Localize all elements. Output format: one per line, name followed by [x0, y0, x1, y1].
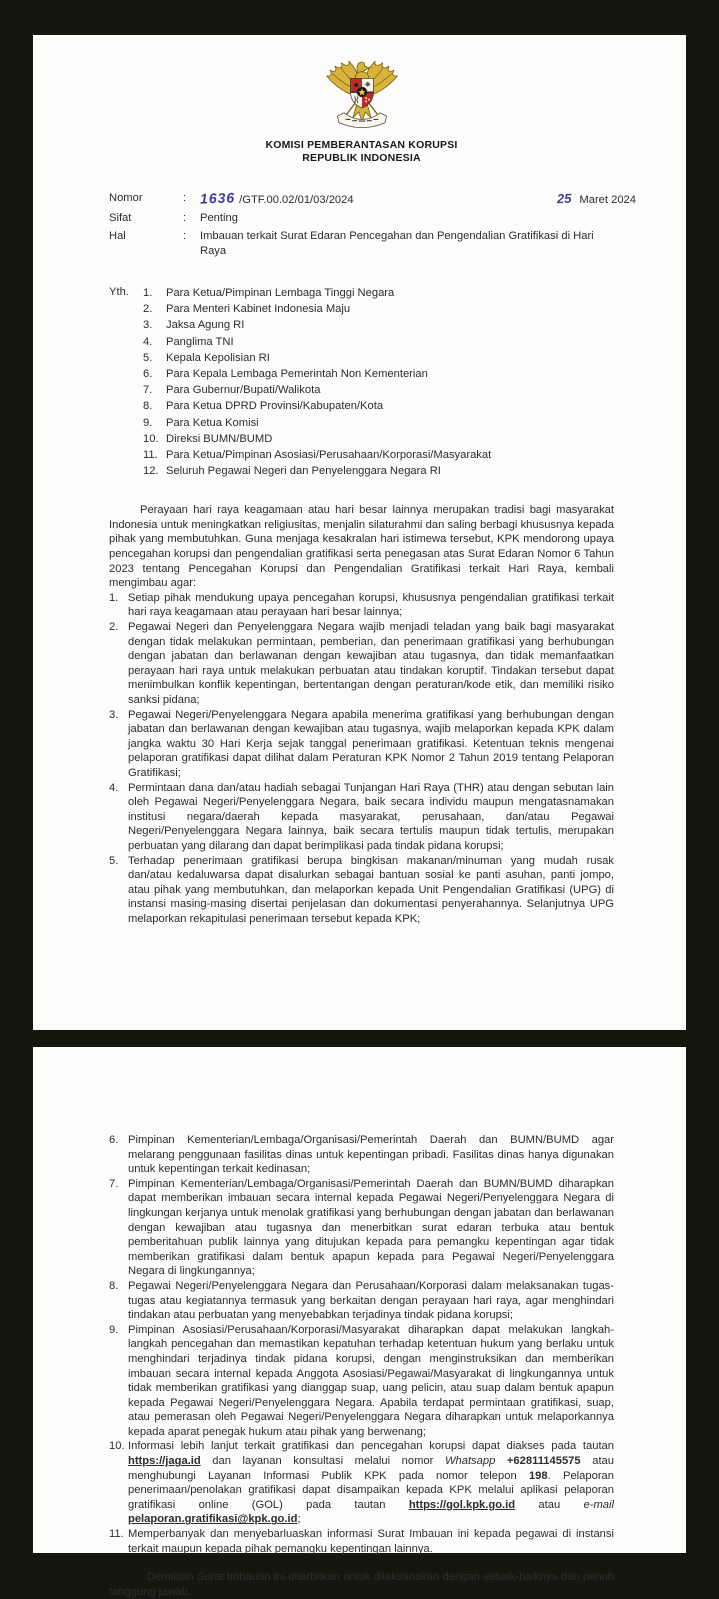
- recipient-item: [143, 383, 614, 399]
- letter-page-1: [33, 35, 686, 1030]
- list-item: [109, 854, 614, 927]
- list-item-text: Pegawai Negeri dan Penyelenggara Negara wajib menjadi teladan yang baik bagi masyarakat dengan tidak melakukan permintaan, pemberian, dan penerimaan gratifikasi yang berhubungan dengan jabatan dan berlawanan dengan kewajiban atau tugasnya, dan tidak memanfaatkan perayaan hari raya untuk melakukan perbuatan atau tindakan koruptif. Tindakan tersebut dapat menimbulkan konflik kepentingan, bertentangan dengan peraturan/kode etik, dan memiliki risiko sanksi pidana;: [128, 621, 614, 706]
- recipient-item: [143, 302, 614, 318]
- recipient-text: Direksi BUMN/BUMD: [166, 432, 273, 445]
- recipient-text: Kepala Kepolisian RI: [166, 351, 270, 364]
- date-day-handwritten: 25: [556, 190, 572, 207]
- list-item-number: 1.: [109, 591, 119, 604]
- recipient-item: [143, 318, 614, 334]
- list-item: [109, 781, 614, 854]
- list-item-number: 9.: [109, 1323, 119, 1336]
- meta-row-sifat: [109, 211, 614, 226]
- sifat-colon: :: [183, 212, 187, 224]
- recipient-text: Jaksa Agung RI: [166, 319, 245, 332]
- list-item-text: Pegawai Negeri/Penyelenggara Negara apabila menerima gratifikasi yang berhubungan dengan jabatan dan berlawanan dengan kewajiban atau tugasnya, wajib melaporkan kepada KPK dalam jangka waktu 30 Hari Kerja sejak tanggal penerimaan gratifikasi. Ketentuan teknis mengenai pelaporan gratifikasi dapat dilihat dalam Peraturan KPK Nomor 2 Tahun 2019 tentang Pelaporan Gratifikasi;: [128, 708, 614, 779]
- list-item-number: 6.: [109, 1134, 119, 1146]
- recipient-item: [143, 416, 614, 432]
- recipient-text: Para Ketua Komisi: [166, 416, 259, 429]
- recipients-block: [109, 286, 614, 480]
- letter-page-2: [33, 1047, 686, 1598]
- recipient-item: [143, 351, 614, 367]
- recipient-text: Para Menteri Kabinet Indonesia Maju: [166, 303, 351, 316]
- nomor-colon: :: [183, 192, 187, 204]
- recipient-text: Para Ketua DPRD Provinsi/Kabupaten/Kota: [166, 400, 384, 413]
- recipient-number: 1.: [143, 287, 153, 299]
- list-item-text: Memperbanyak dan menyebarluaskan informasi Surat Imbauan ini kepada pegawai di instansi terkait maupun kepada pihak pemangku kepentingan lainnya.: [128, 1528, 614, 1555]
- recipient-text: Seluruh Pegawai Negeri dan Penyelenggara Negara RI: [166, 465, 441, 478]
- recipient-number: 4.: [143, 335, 153, 348]
- list-item: [109, 1323, 614, 1440]
- nomor-label: Nomor: [109, 192, 143, 204]
- recipient-item: [143, 399, 614, 415]
- recipient-item: [143, 286, 614, 302]
- recipient-text: Para Ketua/Pimpinan Lembaga Tinggi Negara: [166, 287, 395, 299]
- hal-value: Imbauan terkait Surat Edaran Pencegahan dan Pengendalian Gratifikasi di Hari Raya: [200, 230, 594, 257]
- list-item: [109, 1439, 614, 1527]
- garuda-pancasila-emblem: [321, 57, 403, 131]
- list-item: [109, 708, 614, 781]
- list-item-number: 10.: [109, 1440, 125, 1453]
- sifat-label: Sifat: [109, 212, 132, 224]
- org-name-line2: REPUBLIK INDONESIA: [302, 152, 421, 164]
- list-item-number: 7.: [109, 1177, 119, 1190]
- list-item-text: Pimpinan Asosiasi/Perusahaan/Korporasi/Masyarakat diharapkan dapat melakukan langkah-langkah pencegahan dan memastikan kepatuhan terhadap ketentuan hukum yang berlaku untuk menghindari terjadinya tindak pidana korupsi, dengan menginstruksikan dan memberikan imbauan secara internal kepada Anggota Asosiasi/Pegawai/Masyarakat di lingkungannya untuk tidak memberikan gratifikasi yang dianggap suap, uang pelicin, atau suap dalam bentuk apapun kepada Pegawai Negeri/Penyelenggara Negara. Apabila terdapat permintaan gratifikasi, suap, atau pemerasan oleh Pegawai Negeri/Penyelenggara Negara diharapkan untuk melaporkannya kepada aparat penegak hukum atau pihak yang berwenang;: [128, 1323, 614, 1438]
- numbered-list-page1: [109, 591, 614, 927]
- list-item-text-with-links: Informasi lebih lanjut terkait gratifikasi dan pencegahan korupsi dapat diakses pada tautan https://jaga.id dan layanan konsultasi melalui nomor Whatsapp +62811145575 atau menghubungi Layanan Informasi Publik KPK pada nomor telepon 198. Pelaporan penerimaan/penolakan gratifikasi dapat disampaikan kepada KPK melalui aplikasi pelaporan gratifikasi online (GOL) pada tautan https://gol.kpk.go.id atau e-mail pelaporan.gratifikasi@kpk.go.id;: [128, 1440, 614, 1526]
- list-item: [109, 1133, 614, 1177]
- nomor-value: [200, 191, 614, 208]
- recipient-text: Para Gubernur/Bupati/Walikota: [166, 384, 321, 397]
- recipient-item: [143, 432, 614, 448]
- list-item-number: 3.: [109, 708, 119, 721]
- list-item: [109, 591, 614, 620]
- list-item: [109, 1177, 614, 1279]
- nomor-printed: /GTF.00.02/01/03/2024: [239, 194, 354, 206]
- recipient-number: 11.: [143, 448, 158, 461]
- hal-colon: :: [183, 230, 187, 242]
- list-item: [109, 620, 614, 708]
- closing-paragraph: Demikian Surat Imbauan ini diterbitkan untuk dilaksanakan dengan sebaik-baiknya dan penuh tanggung jawab.: [109, 1571, 614, 1598]
- letter-meta: [109, 189, 636, 259]
- sifat-value: Penting: [200, 212, 238, 224]
- list-item-text: Terhadap penerimaan gratifikasi berupa bingkisan makanan/minuman yang mudah rusak dan/atau kedaluwarsa dapat disalurkan sebagai bantuan sosial ke panti asuhan, panti jompo, atau pihak yang membutuhkan, dan melaporkan kepada Unit Pengendalian Gratifikasi (UPG) di instansi masing-masing disertai penjelasan dan dokumentasi penyerahannya. Selanjutnya UPG melaporkan rekapitulasi penerimaan tersebut kepada KPK;: [128, 854, 614, 925]
- yth-label: Yth.: [109, 286, 129, 298]
- letterhead: [109, 57, 614, 165]
- recipient-number: 2.: [143, 303, 153, 316]
- list-item-text: Pimpinan Kementerian/Lembaga/Organisasi/Pemerintah Daerah dan BUMN/BUMD agar melarang penggunaan fasilitas dinas untuk kepentingan pribadi. Fasilitas dinas hanya digunakan untuk kepentingan terkait kedinasan;: [128, 1134, 614, 1176]
- list-item-text: Permintaan dana dan/atau hadiah sebagai Tunjangan Hari Raya (THR) atau dengan sebutan lain oleh Pegawai Negeri/Penyelenggara Negara, baik secara individu maupun mengatasnamakan institusi negara/daerah kepada masyarakat, perusahaan, dan/atau Pegawai Negeri/Penyelenggara Negara lainnya, baik secara tertulis maupun tidak tertulis, merupakan perbuatan yang dilarang dan dapat berimplikasi pada tindak pidana korupsi;: [128, 781, 614, 852]
- recipient-number: 12.: [143, 465, 159, 478]
- list-item-text: Setiap pihak mendukung upaya pencegahan korupsi, khususnya pengendalian gratifikasi terkait hari raya keagamaan atau perayaan hari besar lainnya;: [128, 591, 614, 619]
- numbered-list-page2: [109, 1133, 614, 1556]
- recipient-number: 6.: [143, 367, 153, 380]
- recipient-number: 7.: [143, 384, 153, 397]
- hal-label: Hal: [109, 230, 126, 242]
- recipient-item: [143, 367, 614, 383]
- list-item: [109, 1279, 614, 1323]
- meta-row-nomor: [109, 191, 614, 208]
- nomor-handwritten: 1636: [199, 189, 236, 207]
- list-item-number: 11.: [109, 1528, 124, 1541]
- opening-paragraph: Perayaan hari raya keagamaan atau hari besar lainnya merupakan tradisi bagi masyarakat Indonesia untuk meningkatkan religiusitas, menjalin silaturahmi dan saling berbagi khususnya kepada pihak yang membutuhkan. Guna menjaga kesakralan hari istimewa tersebut, KPK mendorong upaya pencegahan korupsi dan pengendalian gratifikasi serta penegasan atas Surat Edaran Nomor 6 Tahun 2023 tentang Pencegahan Korupsi dan Pengendalian Gratifikasi terkait Hari Raya, kembali mengimbau agar:: [109, 504, 614, 590]
- recipient-number: 5.: [143, 351, 153, 364]
- recipient-item: [143, 448, 614, 464]
- recipient-number: 10.: [143, 432, 159, 445]
- list-item-number: 2.: [109, 621, 119, 633]
- list-item-text: Pimpinan Kementerian/Lembaga/Organisasi/Pemerintah Daerah dan BUMN/BUMD diharapkan dapat memberikan imbauan secara internal kepada Pegawai Negeri/Penyelenggara Negara di lingkungan kerjanya untuk menolak gratifikasi yang berhubungan dengan jabatan dan berlawanan dengan kewajiban atau tugasnya dan menerbitkan surat edaran terbuka atau bentuk pemberitahuan publik lainnya yang ditujukan kepada para pemangku kepentingan agar tidak memberikan gratifikasi dalam bentuk apapun kepada para Pegawai Negeri/Penyelenggara Negara di lingkungannya;: [128, 1177, 614, 1278]
- recipient-number: 9.: [143, 416, 153, 429]
- meta-row-hal: [109, 229, 614, 259]
- date-month-year: Maret 2024: [579, 194, 636, 206]
- recipient-number: 8.: [143, 400, 153, 413]
- recipient-number: 3.: [143, 319, 153, 332]
- list-item-text: Pegawai Negeri/Penyelenggara Negara dan Perusahaan/Korporasi dalam melaksanakan tugas-tugas atau kegiatannya termasuk yang berkaitan dengan perayaan hari raya, agar menghindari tindakan atau perbuatan yang menyebabkan terjadinya tindak pidana korupsi;: [128, 1279, 614, 1322]
- recipient-text: Panglima TNI: [166, 335, 234, 348]
- recipient-text: Para Kepala Lembaga Pemerintah Non Kementerian: [166, 367, 428, 380]
- recipient-item: [143, 335, 614, 351]
- list-item-number: 8.: [109, 1279, 119, 1292]
- list-item: [109, 1527, 614, 1556]
- list-item-number: 4.: [109, 781, 119, 794]
- list-item-number: 5.: [109, 854, 119, 867]
- recipients-list: [143, 286, 614, 480]
- recipient-text: Para Ketua/Pimpinan Asosiasi/Perusahaan/Korporasi/Masyarakat: [166, 448, 492, 461]
- recipient-item: [143, 464, 614, 480]
- org-name-line1: KOMISI PEMBERANTASAN KORUPSI: [265, 139, 458, 151]
- letter-date: [557, 191, 636, 208]
